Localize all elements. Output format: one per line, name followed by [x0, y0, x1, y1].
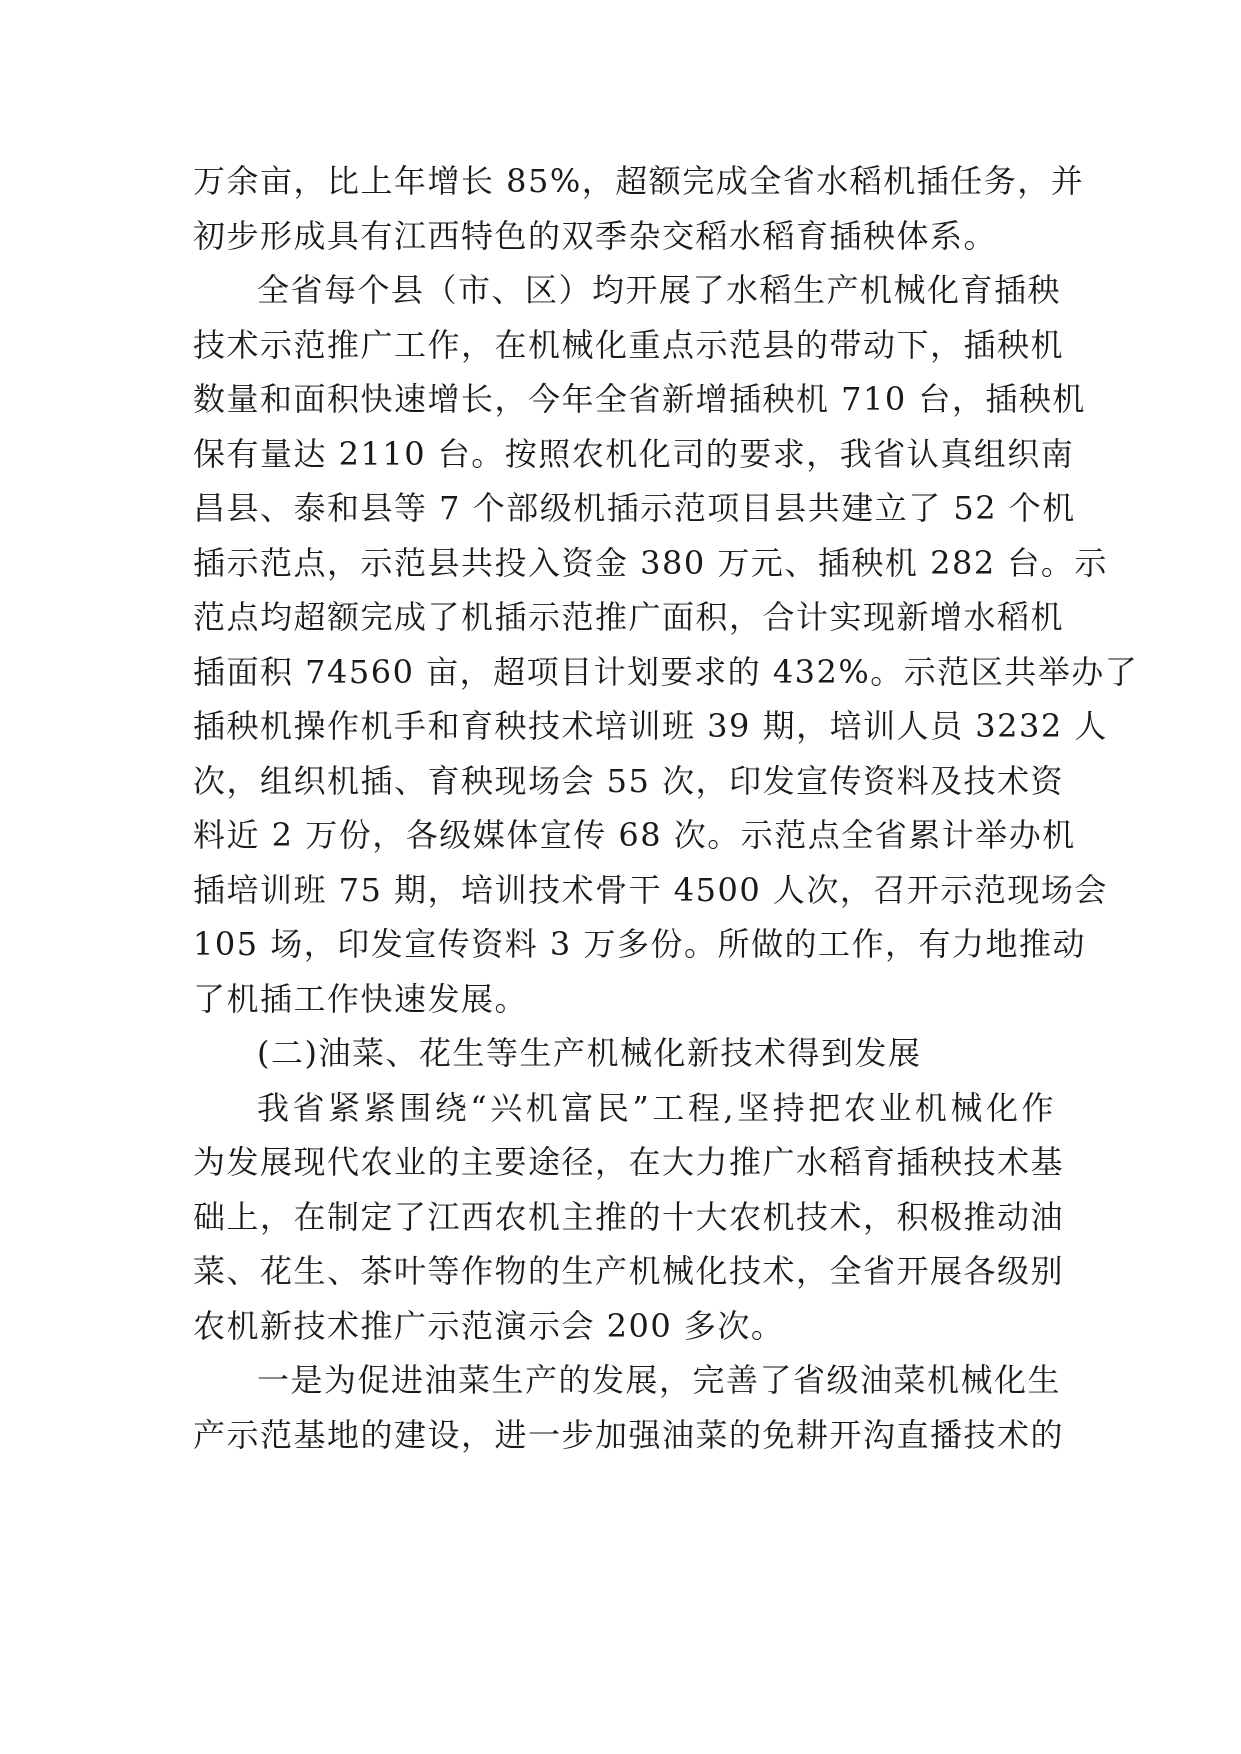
text-line: 插培训班 75 期，培训技术骨干 4500 人次，召开示范现场会 [193, 870, 1108, 909]
text-line: 我省紧紧围绕“兴机富民”工程,坚持把农业机械化作 [257, 1088, 1055, 1127]
text-line: 万余亩，比上年增长 85%，超额完成全省水稻机插任务，并 [193, 162, 1085, 200]
text-line: 础上，在制定了江西农机主推的十大农机技术，积极推动油 [193, 1197, 1065, 1236]
text-line: 插示范点，示范县共投入资金 380 万元、插秧机 282 台。示 [193, 543, 1108, 582]
text-line: 料近 2 万份，各级媒体宣传 68 次。示范点全省累计举办机 [193, 816, 1076, 854]
text-line: 范点均超额完成了机插示范推广面积，合计实现新增水稻机 [193, 598, 1065, 636]
document-body [193, 154, 1139, 1462]
text-line: 插面积 74560 亩，超项目计划要求的 432%。示范区共举办了 [193, 652, 1139, 691]
text-line: 插秧机操作机手和育秧技术培训班 39 期，培训人员 3232 人 [193, 707, 1108, 745]
text-line: 产示范基地的建设，进一步加强油菜的免耕开沟直播技术的 [193, 1415, 1065, 1454]
text-line: 了机插工作快速发展。 [193, 979, 529, 1018]
paragraph-continued [193, 154, 1085, 263]
text-line: 数量和面积快速增长，今年全省新增插秧机 710 台，插秧机 [193, 380, 1086, 418]
paragraph-new-technology [193, 1081, 1065, 1354]
text-line: 菜、花生、茶叶等作物的生产机械化技术，全省开展各级别 [193, 1252, 1065, 1290]
text-line: 昌县、泰和县等 7 个部级机插示范项目县共建立了 52 个机 [193, 489, 1076, 527]
text-line: 保有量达 2110 台。按照农机化司的要求，我省认真组织南 [193, 434, 1075, 473]
text-line: 为发展现代农业的主要途径，在大力推广水稻育插秧技术基 [193, 1143, 1065, 1181]
text-line: 105 场，印发宣传资料 3 万多份。所做的工作，有力地推动 [193, 925, 1086, 963]
text-line: 一是为促进油菜生产的发展，完善了省级油菜机械化生 [257, 1361, 1062, 1399]
text-line: 初步形成具有江西特色的双季杂交稻水稻育插秧体系。 [193, 216, 998, 255]
paragraph-seedling-promotion [193, 263, 1139, 1026]
text-line: 技术示范推广工作，在机械化重点示范县的带动下，插秧机 [193, 325, 1065, 364]
text-line: 全省每个县（市、区）均开展了水稻生产机械化育插秧 [257, 271, 1062, 309]
text-line: 次，组织机插、育秧现场会 55 次，印发宣传资料及技术资 [193, 761, 1065, 800]
section-heading: (二)油菜、花生等生产机械化新技术得到发展 [257, 1034, 922, 1072]
text-line: 农机新技术推广示范演示会 200 多次。 [193, 1306, 785, 1345]
paragraph-rapeseed [193, 1353, 1065, 1462]
